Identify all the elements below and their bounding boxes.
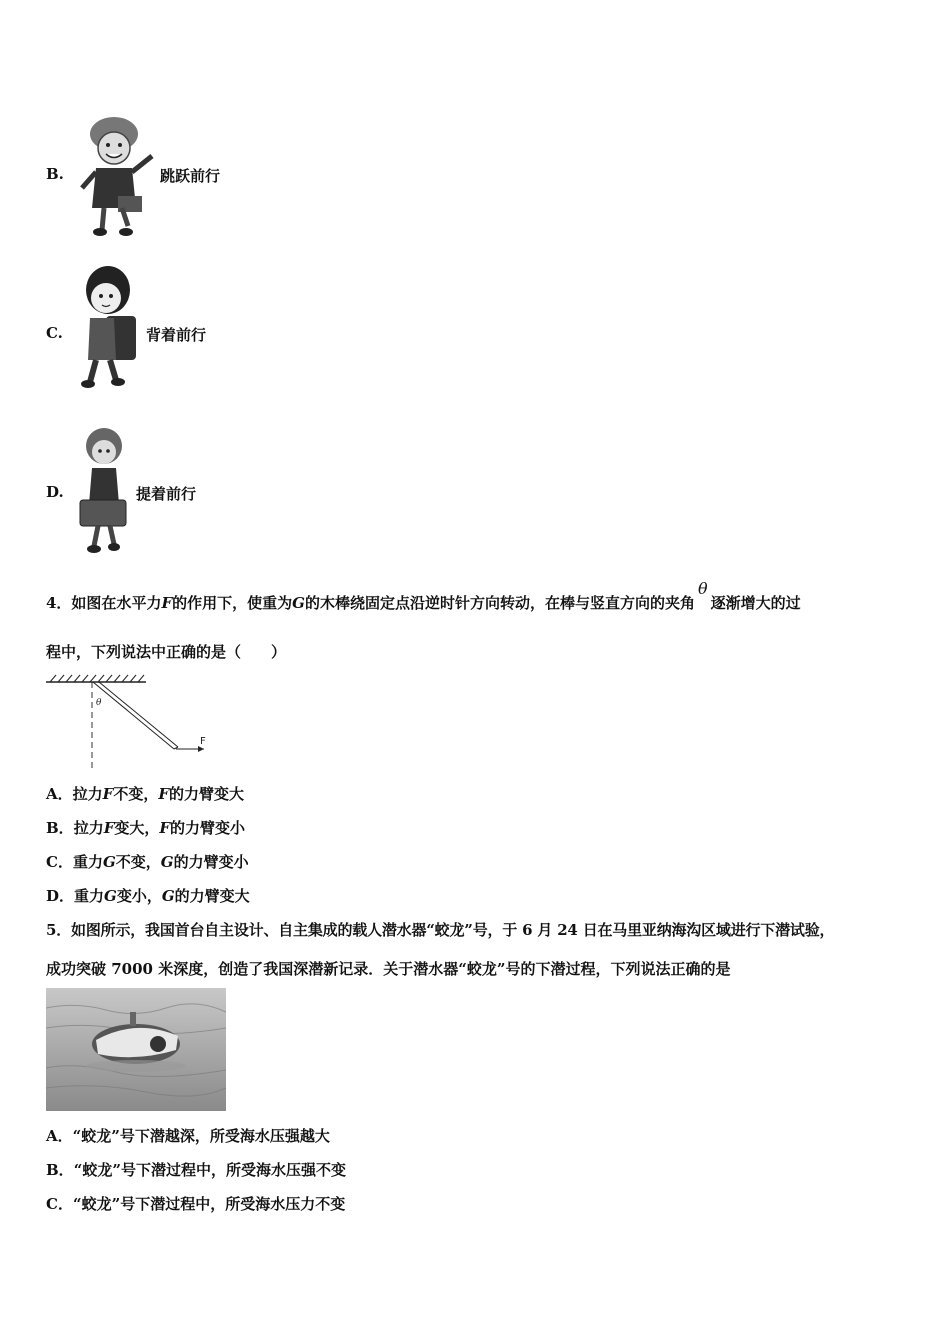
option-c-letter: C. xyxy=(46,324,63,342)
q5-option-a xyxy=(46,1125,330,1146)
q4-line1-mid2: 的木棒绕固定点沿逆时针方向转动，在棒与竖直方向的夹角 xyxy=(304,594,695,612)
q4-line1-mid1: 的作用下，使重为 xyxy=(172,594,293,612)
option-d-text: 提着前行 xyxy=(136,485,197,503)
option-symbol: G xyxy=(160,853,174,871)
submersible-photo xyxy=(46,988,226,1111)
option-d-letter: D. xyxy=(46,483,64,501)
option-text: 变小， xyxy=(116,887,162,905)
q5-line1: 5．如图所示，我国首台自主设计、自主集成的载人潜水器“蛟龙”号，于 6 月 24 日在马里亚纳海沟区域进行下潜试验， xyxy=(46,921,835,939)
option-symbol: F xyxy=(158,785,169,803)
option-text: 的力臂变小 xyxy=(170,819,246,837)
option-c-text: 背着前行 xyxy=(146,326,207,344)
backpack-child-illustration xyxy=(76,260,142,390)
option-text: 的力臂变小 xyxy=(173,853,249,871)
q4-theta: θ xyxy=(697,579,708,598)
option-text: 拉力 xyxy=(73,819,104,837)
option-text: 不变， xyxy=(115,853,161,871)
option-symbol: F xyxy=(159,819,171,837)
option-symbol: F xyxy=(102,785,114,803)
option-symbol: G xyxy=(102,853,116,871)
option-text: 变大， xyxy=(114,819,160,837)
option-letter: D． xyxy=(46,887,75,905)
option-text: 的力臂变大 xyxy=(174,887,250,905)
option-text: “蛟龙”号下潜过程中，所受海水压力不变 xyxy=(72,1195,346,1213)
q4-line1-post: 逐渐增大的过 xyxy=(710,594,801,612)
option-symbol: G xyxy=(104,887,117,905)
q4-option-c xyxy=(46,851,249,872)
option-letter: B． xyxy=(46,1161,74,1179)
carrying-child-illustration xyxy=(74,424,136,556)
q4-option-d xyxy=(46,885,250,906)
option-letter: A． xyxy=(46,1127,73,1145)
option-text: 重力 xyxy=(72,853,103,871)
option-b-letter: B. xyxy=(46,165,64,183)
q4-symbol-g: G xyxy=(292,594,305,612)
q4-line1-pre: 4．如图在水平力 xyxy=(46,594,162,612)
q4-option-b xyxy=(46,817,245,838)
diagram-f-label: F xyxy=(200,736,206,747)
q4-line2: 程中，下列说法中正确的是（ ） xyxy=(46,643,287,661)
option-letter: A． xyxy=(46,785,73,803)
option-text: 的力臂变大 xyxy=(168,785,244,803)
option-symbol: F xyxy=(103,819,115,837)
option-letter: C． xyxy=(46,1195,73,1213)
q5-option-b xyxy=(46,1159,346,1180)
q5-option-c xyxy=(46,1193,345,1214)
q4-option-a xyxy=(46,783,244,804)
option-text: “蛟龙”号下潜越深，所受海水压强越大 xyxy=(72,1127,330,1145)
jumping-child-illustration xyxy=(74,108,156,240)
option-symbol: G xyxy=(161,887,175,905)
option-b-text: 跳跃前行 xyxy=(160,167,221,185)
option-text: 重力 xyxy=(74,887,105,905)
q4-line1 xyxy=(46,579,801,613)
q4-symbol-f: F xyxy=(161,594,173,612)
lever-diagram xyxy=(44,672,214,772)
option-text: 不变， xyxy=(113,785,159,803)
option-letter: B． xyxy=(46,819,74,837)
option-text: “蛟龙”号下潜过程中，所受海水压强不变 xyxy=(73,1161,346,1179)
q5-line2: 成功突破 7000 米深度，创造了我国深潜新记录．关于潜水器“蛟龙”号的下潜过程，下列说法正确的是 xyxy=(46,960,731,978)
option-letter: C． xyxy=(46,853,73,871)
option-text: 拉力 xyxy=(72,785,103,803)
diagram-theta-label: θ xyxy=(96,698,102,708)
